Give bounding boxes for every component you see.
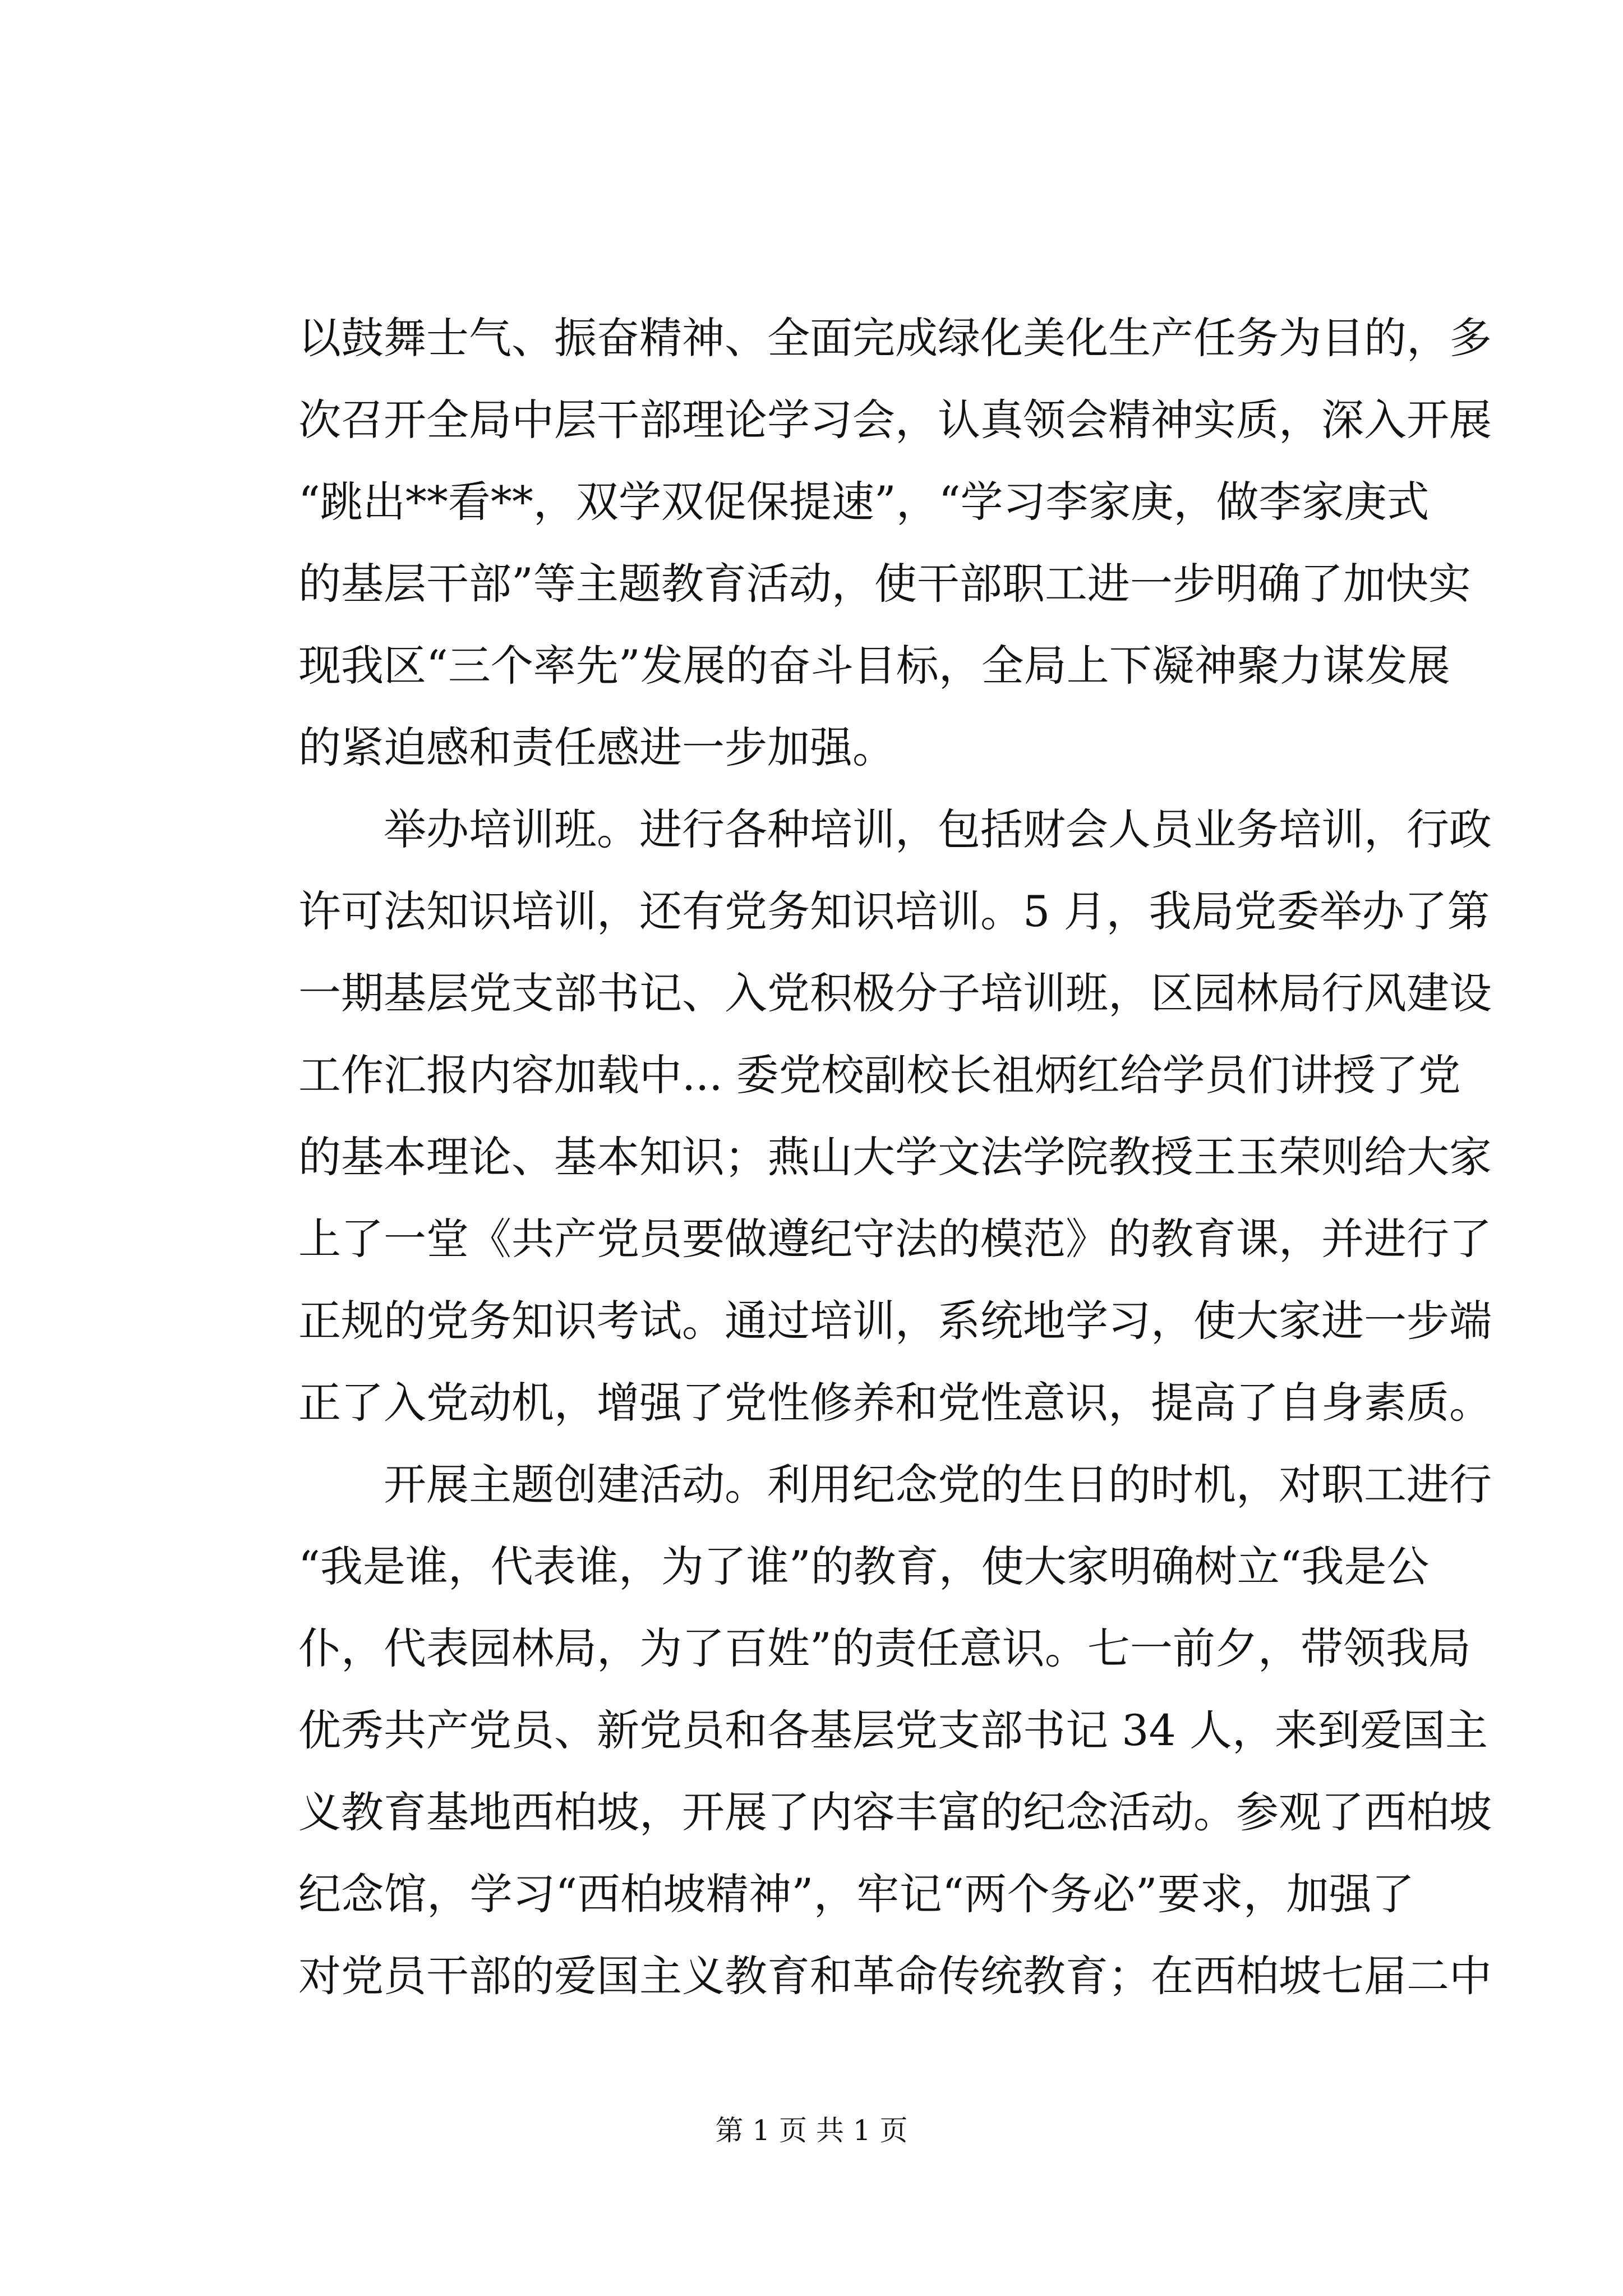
text-line: 优秀共产党员、新党员和各基层党支部书记 34 人，来到爱国主: [298, 1705, 1488, 1755]
text-line: 正了入党动机，增强了党性修养和党性意识，提高了自身素质。: [298, 1378, 1492, 1428]
text-line: 义教育基地西柏坡，开展了内容丰富的纪念活动。参观了西柏坡: [298, 1787, 1492, 1837]
text-line: 现我区“三个率先”发展的奋斗目标，全局上下凝神聚力谋发展: [298, 641, 1450, 691]
text-line: 上了一堂《共产党员要做遵纪守法的模范》的教育课，并进行了: [298, 1214, 1492, 1264]
text-line: 许可法知识培训，还有党务知识培训。5 月，我局党委举办了第: [298, 886, 1490, 936]
text-line: 次召开全局中层干部理论学习会，认真领会精神实质，深入开展: [298, 395, 1492, 445]
text-line: 以鼓舞士气、振奋精神、全面完成绿化美化生产任务为目的，多: [298, 313, 1492, 363]
document-body: [298, 297, 1492, 2017]
text-line: 工作汇报内容加载中... 委党校副校长祖炳红给学员们讲授了党: [298, 1050, 1461, 1100]
text-line: 正规的党务知识考试。通过培训，系统地学习，使大家进一步端: [298, 1296, 1492, 1346]
text-line: 一期基层党支部书记、入党积极分子培训班，区园林局行风建设: [298, 968, 1492, 1018]
page-footer: 第 1 页 共 1 页: [715, 2114, 908, 2147]
text-line: 的紧迫感和责任感进一步加强。: [298, 723, 895, 772]
text-line: 的基本理论、基本知识；燕山大学文法学院教授王玉荣则给大家: [298, 1132, 1492, 1182]
text-line: “跳出**看**，双学双促保提速”，“学习李家庚，做李家庚式: [298, 477, 1430, 527]
text-line: 仆，代表园林局，为了百姓”的责任意识。七一前夕，带领我局: [298, 1623, 1471, 1673]
text-line: 对党员干部的爱国主义教育和革命传统教育；在西柏坡七届二中: [298, 1951, 1492, 2001]
text-line: “我是谁，代表谁，为了谁”的教育，使大家明确树立“我是公: [298, 1542, 1430, 1591]
paragraph-first-line: 开展主题创建活动。利用纪念党的生日的时机，对职工进行: [384, 1460, 1492, 1510]
text-line: 的基层干部”等主题教育活动，使干部职工进一步明确了加快实: [298, 559, 1471, 609]
text-line: 纪念馆，学习“西柏坡精神”，牢记“两个务必”要求，加强了: [298, 1869, 1414, 1919]
paragraph-first-line: 举办培训班。进行各种培训，包括财会人员业务培训，行政: [384, 804, 1492, 854]
